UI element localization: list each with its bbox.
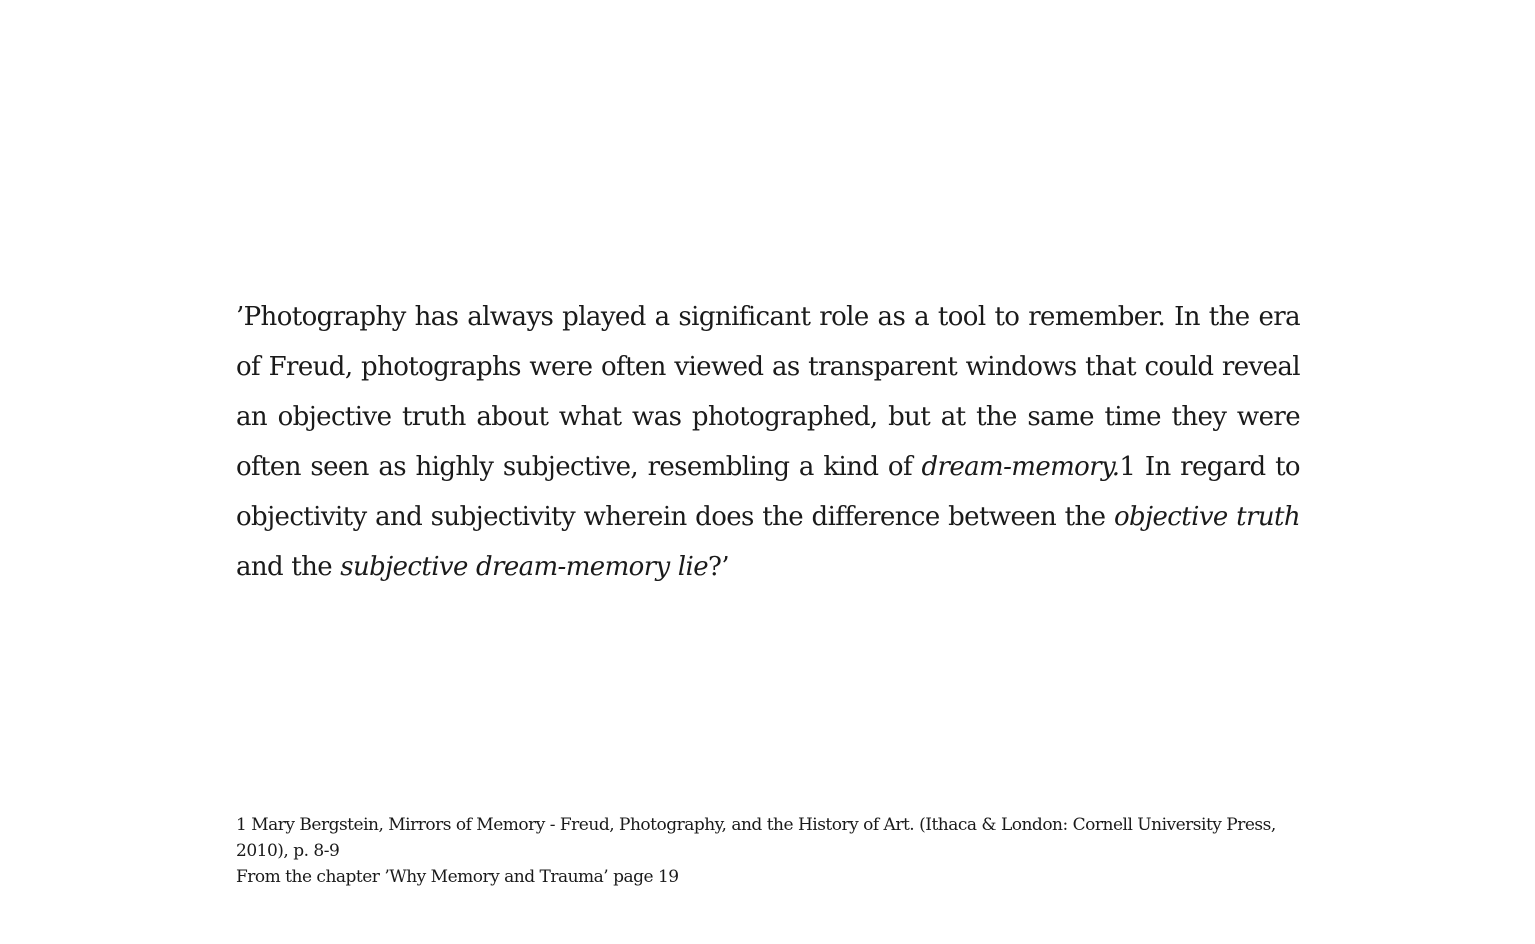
quote-text-1: ’Photography has always played a significant role as a tool to remember. In the era of Freud, photographs were often viewed as transparent windows that could reveal an objective truth about what was photographed, but at the same time they were often seen as highly subjective, resembling a kind of bbox=[236, 302, 1300, 482]
quote-emphasis-dream-memory: dream-memory. bbox=[921, 452, 1120, 482]
footnote-citation: 1 Mary Bergstein, Mirrors of Memory - Freud, Photography, and the History of Art. (Ithaca & London: Cornell University Press, 2010), p. 8-9 bbox=[236, 815, 1276, 861]
quote-emphasis-objective-truth: objective truth bbox=[1113, 502, 1301, 532]
quote-text-3: and the bbox=[236, 552, 341, 582]
quote-paragraph bbox=[236, 292, 1300, 592]
quote-emphasis-subjective-dream-memory: subjective dream-memory lie bbox=[340, 552, 708, 582]
quote-text-2: In regard to objectivity and subjectivity wherein does the difference between the bbox=[236, 452, 1300, 532]
footnote-source: From the chapter ’Why Memory and Trauma’ page 19 bbox=[236, 867, 679, 887]
quote-text-4: ?’ bbox=[708, 552, 730, 582]
footnote-reference: 1 bbox=[1119, 452, 1136, 482]
footnote-block bbox=[236, 812, 1300, 890]
